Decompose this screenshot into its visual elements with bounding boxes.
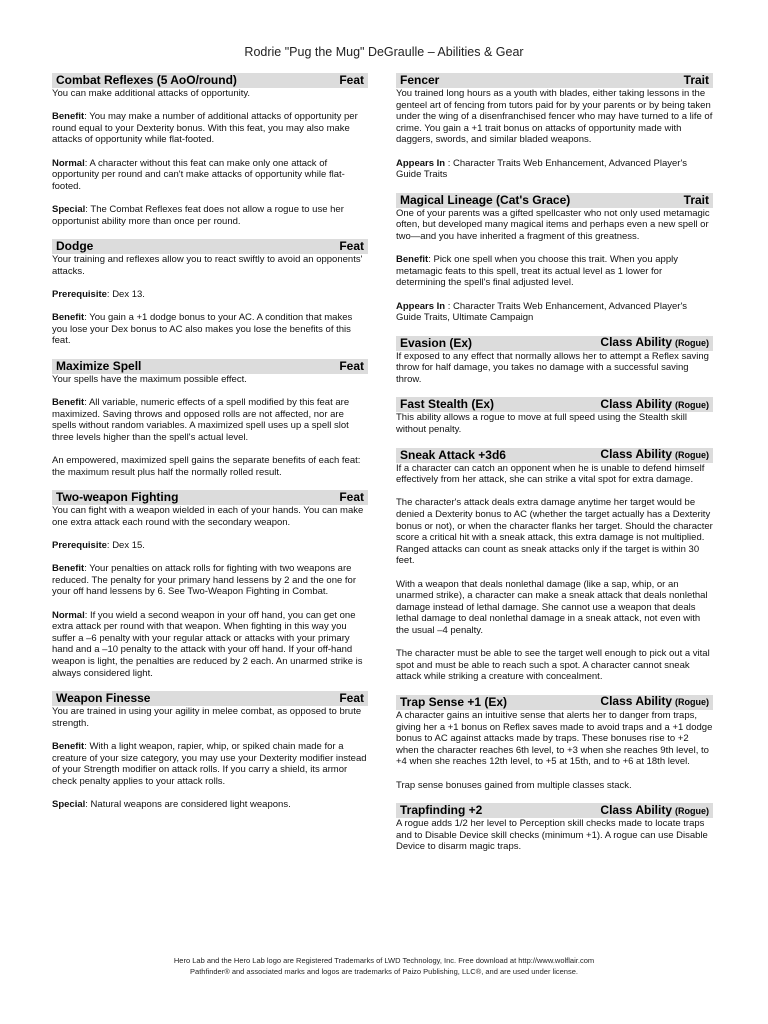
ability-class: (Rogue): [675, 805, 709, 816]
paragraph-label: Appears In: [396, 157, 446, 169]
ability-class: (Rogue): [675, 697, 709, 708]
paragraph-text: : Your penalties on attack rolls for fighting with two weapons are reduced. The penalty for your primary hand lessens by 2 and the one for your off hand lessens by 6. See Two-Weapon Fighting in Combat.: [52, 563, 357, 598]
ability-header: [396, 73, 713, 88]
ability-header: [396, 336, 713, 351]
description-paragraph: [396, 579, 713, 637]
ability-name: Weapon Finesse: [56, 691, 151, 706]
ability-type-label: Feat: [339, 239, 364, 254]
paragraph-text: With a weapon that deals nonlethal damage (like a sap, whip, or an unarmed strike), a character can make a sneak attack that deals nonlethal damage instead of lethal damage. She cannot use a weapon that deals lethal damage to deal nonlethal damage in a sneak attack, not even with the usual –4 penalty.: [396, 578, 708, 636]
ability-type: [600, 335, 709, 351]
ability-type: [339, 359, 364, 374]
description-paragraph: [396, 463, 713, 486]
paragraph-text: : All variable, numeric effects of a spell modified by this feat are maximized. Saving throws and opposed rolls are not affected, nor are spells without random variables. A maximized spell uses up a spell slot three levels higher than the spell's actual level.: [52, 397, 350, 443]
block-spacer: [52, 227, 368, 239]
description-paragraph: [52, 540, 368, 552]
ability-type: [600, 397, 709, 413]
ability-type: [600, 694, 709, 710]
ability-block-two-weapon-fighting: [52, 490, 368, 679]
description-paragraph: [396, 88, 713, 146]
description-paragraph: [396, 351, 713, 386]
ability-header: [52, 73, 368, 88]
ability-name: Trapfinding +2: [400, 803, 483, 818]
description-paragraph: [396, 158, 713, 181]
description-paragraph: [396, 208, 713, 243]
description-paragraph: [52, 706, 368, 729]
ability-block-dodge: [52, 239, 368, 347]
ability-type: [684, 193, 709, 208]
paragraph-label: Benefit: [52, 740, 85, 752]
left-column: [52, 73, 368, 810]
ability-block-magical-lineage-cat-s-grace: [396, 193, 713, 324]
ability-name: Combat Reflexes (5 AoO/round): [56, 73, 237, 87]
paragraph-label: Benefit: [396, 254, 429, 266]
description-paragraph: [52, 397, 368, 443]
ability-type-label: Class Ability: [600, 694, 672, 709]
paragraph-label: Normal: [52, 609, 85, 621]
paragraph-text: : Pick one spell when you choose this trait. When you apply metamagic feats to this spell, treat its actual level as 1 lower for determining the spell's final adjusted level.: [396, 254, 678, 289]
ability-header: [52, 490, 368, 505]
paragraph-text: The character must be able to see the target well enough to pick out a vital spot and must be able to reach such a spot. A character cannot sneak attack while striking a creature with concealment.: [396, 648, 710, 683]
paragraph-text: : Character Traits Web Enhancement, Advanced Player's Guide Traits, Ultimate Campaign: [396, 300, 688, 324]
ability-description: [396, 208, 713, 324]
paragraph-text: : The Combat Reflexes feat does not allow a rogue to use her opportunist ability more than once per round.: [52, 203, 344, 227]
description-paragraph: [52, 204, 368, 227]
description-paragraph: [396, 301, 713, 324]
ability-name: Trap Sense +1 (Ex): [400, 694, 508, 709]
paragraph-label: Benefit: [52, 397, 85, 409]
description-paragraph: [52, 741, 368, 787]
description-paragraph: [396, 780, 713, 792]
ability-block-maximize-spell: [52, 359, 368, 478]
ability-block-fast-stealth-ex: [396, 397, 713, 435]
footer-line-1: Hero Lab and the Hero Lab logo are Registered Trademarks of LWD Technology, Inc. Free download at http://www.wolflair.com: [173, 956, 595, 965]
paragraph-text: : Dex 15.: [106, 540, 145, 551]
ability-type-label: Feat: [339, 73, 364, 87]
block-spacer: [396, 181, 713, 193]
paragraph-label: Prerequisite: [52, 540, 107, 551]
description-paragraph: [52, 374, 368, 386]
paragraph-text: : You gain a +1 dodge bonus to your AC. A condition that makes you lose your Dex bonus to AC also makes you lose the benefits of this feat.: [52, 312, 353, 347]
ability-type-label: Feat: [339, 691, 364, 706]
ability-block-fencer: [396, 73, 713, 181]
paragraph-text: Your training and reflexes allow you to react swiftly to avoid an opponents' attacks.: [52, 254, 363, 277]
ability-description: [396, 351, 713, 386]
ability-description: [396, 818, 713, 853]
block-spacer: [396, 791, 713, 803]
ability-type-label: Trait: [683, 192, 709, 207]
paragraph-text: : Character Traits Web Enhancement, Advanced Player's Guide Traits: [396, 157, 688, 181]
ability-description: [52, 254, 368, 347]
paragraph-text: An empowered, maximized spell gains the separate benefits of each feat: the maximum result plus half the normally rolled result.: [52, 455, 361, 478]
description-paragraph: [396, 648, 713, 683]
description-paragraph: [52, 610, 368, 680]
footer-line-2: Pathfinder® and associated marks and logos are trademarks of Paizo Publishing, LLC®, and are used under license.: [190, 967, 578, 976]
description-paragraph: [396, 818, 713, 853]
ability-description: [396, 710, 713, 791]
ability-name: Maximize Spell: [56, 358, 142, 373]
ability-type: [339, 691, 364, 706]
ability-type: [600, 803, 709, 819]
description-paragraph: [52, 563, 368, 598]
paragraph-text: : A character without this feat can make only one attack of opportunity per round and can't make attacks of opportunity while flat-footed.: [52, 157, 345, 192]
paragraph-text: You trained long hours as a youth with blades, either taking lessons in the genteel art of fencing from tutors paid for by your parents or by being taken under the wing of a disenfranchised fencer who may have turned to a life of crime. You gain a +1 trait bonus on attacks of opportunity made with daggers, swords, and similar bladed weapons.: [396, 88, 713, 146]
description-paragraph: [396, 412, 713, 435]
paragraph-label: Benefit: [52, 312, 85, 324]
ability-description: [396, 88, 713, 181]
ability-type: [339, 239, 364, 254]
ability-block-weapon-finesse: [52, 691, 368, 810]
ability-type: [339, 490, 364, 505]
paragraph-text: This ability allows a rogue to move at full speed using the Stealth skill without penalty.: [396, 412, 687, 436]
ability-name: Fast Stealth (Ex): [400, 397, 495, 412]
ability-header: [396, 397, 713, 412]
paragraph-label: Normal: [52, 157, 85, 169]
ability-name: Two-weapon Fighting: [56, 490, 179, 505]
description-paragraph: [396, 254, 713, 289]
ability-name: Fencer: [400, 73, 440, 87]
paragraph-label: Benefit: [52, 563, 85, 575]
ability-header: [52, 239, 368, 254]
block-spacer: [396, 385, 713, 397]
ability-type-label: Class Ability: [600, 802, 672, 817]
description-paragraph: [52, 455, 368, 478]
ability-type-label: Class Ability: [600, 447, 672, 462]
ability-type: [600, 447, 709, 463]
ability-block-sneak-attack-3d6: [396, 448, 713, 683]
ability-class: (Rogue): [675, 399, 709, 410]
block-spacer: [52, 478, 368, 490]
description-paragraph: [52, 505, 368, 528]
ability-description: [396, 412, 713, 435]
description-paragraph: [52, 158, 368, 193]
description-paragraph: [396, 710, 713, 768]
footer: [0, 955, 768, 977]
ability-name: Magical Lineage (Cat's Grace): [400, 192, 571, 207]
description-paragraph: [52, 289, 368, 301]
paragraph-text: If a character can catch an opponent when he is unable to defend himself effectively from her attack, she can strike a vital spot for extra damage.: [396, 462, 705, 486]
ability-class: (Rogue): [675, 450, 709, 461]
ability-type-label: Feat: [339, 358, 364, 373]
paragraph-label: Prerequisite: [52, 288, 107, 300]
paragraph-label: Special: [52, 798, 86, 810]
description-paragraph: [52, 254, 368, 277]
ability-block-trap-sense-1-ex: [396, 695, 713, 791]
ability-block-evasion-ex: [396, 336, 713, 386]
ability-header: [52, 359, 368, 374]
block-spacer: [396, 324, 713, 336]
paragraph-text: You can make additional attacks of opportunity.: [52, 88, 251, 99]
block-spacer: [52, 347, 368, 359]
paragraph-text: : Natural weapons are considered light weapons.: [85, 798, 291, 810]
paragraph-text: Your spells have the maximum possible effect.: [52, 373, 247, 385]
paragraph-text: A character gains an intuitive sense that alerts her to danger from traps, giving her a +1 bonus on Reflex saves made to avoid traps and a +1 dodge bonus to AC against attacks made by traps. These bonuses rise to +2 when the character reaches 6th level, to +3 when she reaches 9th level, to +4 when she reaches 12th level, to +5 at 15th, and to +6 at 18th level.: [396, 709, 713, 768]
block-spacer: [396, 683, 713, 695]
ability-type: [339, 73, 364, 88]
ability-name: Evasion (Ex): [400, 335, 473, 350]
ability-description: [52, 374, 368, 478]
ability-type-label: Class Ability: [600, 335, 672, 350]
paragraph-text: If exposed to any effect that normally allows her to attempt a Reflex saving throw for half damage, you takes no damage with a successful saving throw.: [396, 350, 709, 385]
description-paragraph: [52, 111, 368, 146]
ability-name: Dodge: [56, 239, 94, 254]
ability-description: [52, 706, 368, 810]
paragraph-text: The character's attack deals extra damage anytime her target would be denied a Dexterity bonus to AC (whether the target actually has a Dexterity bonus or not), or when the character flanks her target. Should the character score a critical hit with a sneak attack, this extra damage is not multiplied. Ranged attacks can count as sneak attacks only if the target is within 30 feet.: [396, 497, 713, 567]
paragraph-text: : Dex 13.: [106, 288, 145, 300]
paragraph-text: You can fight with a weapon wielded in each of your hands. You can make one extra attack each round with the secondary weapon.: [52, 505, 364, 528]
ability-type-label: Trait: [683, 73, 709, 87]
paragraph-text: Trap sense bonuses gained from multiple classes stack.: [396, 779, 632, 791]
paragraph-label: Special: [52, 203, 86, 215]
paragraph-text: : You may make a number of additional attacks of opportunity per round equal to your Dexterity bonus. With this feat, you may also make attacks of opportunity while flat-footed.: [52, 111, 358, 146]
ability-block-combat-reflexes-5-aoo-round: [52, 73, 368, 227]
paragraph-text: : With a light weapon, rapier, whip, or spiked chain made for a creature of your size category, you may use your Dexterity modifier instead of your Strength modifier on attack rolls. If you carry a shield, its armor check penalty applies to your attack rolls.: [52, 740, 367, 787]
ability-description: [396, 463, 713, 683]
paragraph-text: You are trained in using your agility in melee combat, as opposed to brute strength.: [52, 706, 362, 729]
ability-header: [52, 691, 368, 706]
paragraph-text: One of your parents was a gifted spellcaster who not only used metamagic often, but developed many magical items and perhaps even a new spell or two—and you have inherited a fragment of this greatness.: [396, 207, 710, 242]
ability-description: [52, 505, 368, 679]
description-paragraph: [396, 497, 713, 567]
block-spacer: [52, 679, 368, 691]
description-paragraph: [52, 88, 368, 100]
paragraph-label: Appears In: [396, 300, 446, 312]
ability-description: [52, 88, 368, 227]
ability-header: [396, 193, 713, 208]
description-paragraph: [52, 312, 368, 347]
ability-name: Sneak Attack +3d6: [400, 447, 506, 462]
ability-type-label: Class Ability: [600, 396, 672, 411]
paragraph-label: Benefit: [52, 111, 85, 123]
paragraph-text: : If you wield a second weapon in your off hand, you can get one extra attack per round with that weapon. When fighting in this way you suffer a –6 penalty with your regular attack or attacks with your primary hand and a –10 penalty to the attack with your off hand. If your off-hand weapon is light, the penalties are reduced by 2 each. An unarmed strike is always considered light.: [52, 609, 363, 679]
block-spacer: [396, 436, 713, 448]
ability-block-trapfinding-2: [396, 803, 713, 853]
paragraph-text: A rogue adds 1/2 her level to Perception skill checks made to locate traps and to Disable Device skill checks (minimum +1). A rogue can use Disable Device to disarm magic traps.: [396, 818, 708, 853]
ability-class: (Rogue): [675, 338, 709, 349]
ability-type: [684, 73, 709, 88]
ability-header: [396, 803, 713, 818]
page-title: Rodrie "Pug the Mug" DeGraulle – Abilities & Gear: [244, 45, 524, 59]
description-paragraph: [52, 799, 368, 811]
right-column: [396, 73, 713, 853]
ability-type-label: Feat: [339, 490, 364, 505]
ability-header: [396, 448, 713, 463]
ability-header: [396, 695, 713, 710]
